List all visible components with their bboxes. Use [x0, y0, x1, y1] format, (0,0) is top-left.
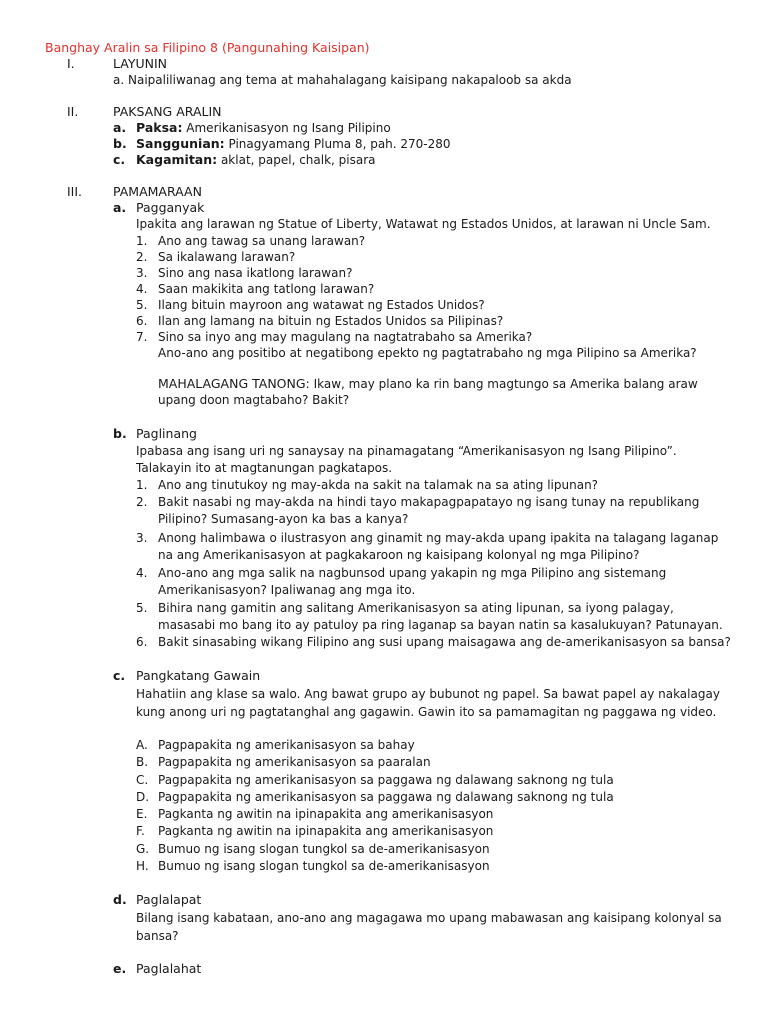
document-title: Banghay Aralin sa Filipino 8 (Pangunahing Kaisipan) [45, 40, 370, 55]
pagganyak-q5-number: 5. [136, 298, 148, 312]
group-f-task: Pagkanta ng awitin na ipinapakita ang amerikanisasyon [158, 824, 494, 838]
group-g-letter: G. [136, 842, 150, 856]
pagganyak-q6: Ilan ang lamang na bituin ng Estados Unidos sa Pilipinas? [158, 314, 504, 328]
paglinang-q4-line1: Ano-ano ang mga salik na nagbunsod upang yakapin ng mga Pilipino ang sistemang [158, 566, 667, 580]
group-a-letter: A. [136, 738, 148, 752]
paksa-label: Paksa: [136, 120, 183, 135]
pagganyak-q2-number: 2. [136, 250, 148, 264]
pagganyak-q3-number: 3. [136, 266, 148, 280]
group-b-letter: B. [136, 755, 149, 769]
paglinang-intro-line2: Talakayin ito at magtanungan pagkatapos. [136, 461, 393, 475]
paglinang-q4-line2: Amerikanisasyon? Ipaliwanag ang mga ito. [158, 583, 416, 597]
sanggunian-letter: b. [113, 136, 127, 151]
sanggunian-row [136, 137, 451, 151]
paglinang-q1: Ano ang tinutukoy ng may-akda na sakit na talamak na sa ating lipunan? [158, 478, 599, 492]
pagganyak-q7-number: 7. [136, 330, 148, 344]
paglalapat-title: Paglalapat [136, 892, 202, 907]
paglinang-q5-line2: masasabi mo bang ito ay patuloy pa ring laganap sa bayan natin sa kasalukuyan? Patunayan. [158, 618, 723, 632]
section-2-number: II. [67, 104, 79, 119]
group-b-task: Pagpapakita ng amerikanisasyon sa paaralan [158, 755, 431, 769]
paglinang-q3-line1: Anong halimbawa o ilustrasyon ang ginamit ng may-akda upang ipakita na talagang laganap [158, 531, 719, 545]
sanggunian-label: Sanggunian: [136, 136, 225, 151]
mahalagang-tanong-text: Ikaw, may plano ka rin bang magtungo sa Amerika balang araw [313, 377, 698, 391]
group-e-letter: E. [136, 807, 148, 821]
group-h-task: Bumuo ng isang slogan tungkol sa de-amerikanisasyon [158, 859, 490, 873]
pagganyak-q1: Ano ang tawag sa unang larawan? [158, 234, 366, 248]
paglinang-q3-line2: na ang Amerikanisasyon at pagkakaroon ng kaisipang kolonyal ng mga Pilipino? [158, 548, 640, 562]
paglinang-q5-line1: Bihira nang gamitin ang salitang Amerikanisasyon sa ating lipunan, sa iyong palagay, [158, 601, 674, 615]
pagganyak-q1-number: 1. [136, 234, 148, 248]
sanggunian-value: Pinagyamang Pluma 8, pah. 270-280 [228, 137, 451, 151]
mahalagang-tanong-continuation: upang doon magtabaho? Bakit? [158, 393, 350, 407]
section-2-heading: PAKSANG ARALIN [113, 104, 222, 119]
pagganyak-q6-number: 6. [136, 314, 148, 328]
paglinang-q5-number: 5. [136, 601, 148, 615]
section-1-heading: LAYUNIN [113, 56, 168, 71]
pagganyak-q4: Saan makikita ang tatlong larawan? [158, 282, 375, 296]
pagganyak-q2: Sa ikalawang larawan? [158, 250, 296, 264]
group-g-task: Bumuo ng isang slogan tungkol sa de-amerikanisasyon [158, 842, 490, 856]
pagganyak-q3: Sino ang nasa ikatlong larawan? [158, 266, 353, 280]
group-d-task: Pagpapakita ng amerikanisasyon sa paggawa ng dalawang saknong ng tula [158, 790, 614, 804]
paglinang-q6: Bakit sinasabing wikang Filipino ang susi upang maisagawa ang de-amerikanisasyon sa bansa? [158, 635, 731, 649]
kagamitan-label: Kagamitan: [136, 152, 218, 167]
group-f-letter: F. [136, 824, 145, 838]
pagganyak-q7: Sino sa inyo ang may magulang na nagtatrabaho sa Amerika? [158, 330, 533, 344]
pangkatang-gawain-intro-line1: Hahatiin ang klase sa walo. Ang bawat grupo ay bubunot ng papel. Sa bawat papel ay nakalagay [136, 687, 720, 701]
pangkatang-gawain-intro-line2: kung anong uri ng pagtatanghal ang gagawin. Gawin ito sa pamamagitan ng paggawa ng video. [136, 705, 717, 719]
pagganyak-q4-number: 4. [136, 282, 148, 296]
section-3-number: III. [67, 184, 83, 199]
paglinang-title: Paglinang [136, 426, 197, 441]
paglalapat-line2: bansa? [136, 929, 179, 943]
paglalapat-letter: d. [113, 892, 127, 907]
paglalahat-letter: e. [113, 961, 127, 976]
group-e-task: Pagkanta ng awitin na ipinapakita ang amerikanisasyon [158, 807, 494, 821]
paglinang-q2-number: 2. [136, 495, 148, 509]
paglinang-q3-number: 3. [136, 531, 148, 545]
paglinang-q1-number: 1. [136, 478, 148, 492]
kagamitan-row [136, 153, 376, 167]
paglinang-q6-number: 6. [136, 635, 148, 649]
group-d-letter: D. [136, 790, 150, 804]
mahalagang-tanong [158, 377, 698, 391]
pagganyak-letter: a. [113, 200, 127, 215]
kagamitan-letter: c. [113, 152, 126, 167]
mahalagang-tanong-label: MAHALAGANG TANONG: [158, 376, 310, 391]
paksa-value: Amerikanisasyon ng Isang Pilipino [186, 121, 391, 135]
paglalahat-title: Paglalahat [136, 961, 202, 976]
section-1-number: I. [67, 56, 75, 71]
pagganyak-intro: Ipakita ang larawan ng Statue of Liberty, Watawat ng Estados Unidos, at larawan ni Uncle Sam. [136, 217, 711, 231]
group-c-letter: C. [136, 773, 149, 787]
group-h-letter: H. [136, 859, 149, 873]
paglinang-q4-number: 4. [136, 566, 148, 580]
kagamitan-value: aklat, papel, chalk, pisara [220, 153, 376, 167]
pagganyak-q7-continuation: Ano-ano ang positibo at negatibong epekto ng pagtatrabaho ng mga Pilipino sa Amerika? [158, 346, 697, 360]
paksa-letter: a. [113, 120, 127, 135]
paglinang-intro-line1: Ipabasa ang isang uri ng sanaysay na pinamagatang “Amerikanisasyon ng Isang Pilipino”. [136, 444, 677, 458]
group-c-task: Pagpapakita ng amerikanisasyon sa paggawa ng dalawang saknong ng tula [158, 773, 614, 787]
group-a-task: Pagpapakita ng amerikanisasyon sa bahay [158, 738, 415, 752]
pagganyak-q5: Ilang bituin mayroon ang watawat ng Estados Unidos? [158, 298, 485, 312]
paglalapat-line1: Bilang isang kabataan, ano-ano ang magagawa mo upang mabawasan ang kaisipang kolonyal sa [136, 911, 722, 925]
section-3-heading: PAMAMARAAN [113, 184, 202, 199]
pangkatang-gawain-letter: c. [113, 668, 126, 683]
paksa-row [136, 121, 391, 135]
pangkatang-gawain-title: Pangkatang Gawain [136, 668, 261, 683]
pagganyak-title: Pagganyak [136, 200, 205, 215]
paglinang-q2-line2: Pilipino? Sumasang-ayon ka bas a kanya? [158, 512, 409, 526]
paglinang-q2-line1: Bakit nasabi ng may-akda na hindi tayo makapagpapatayo ng isang tunay na republikang [158, 495, 700, 509]
section-1-objective: a. Naipaliliwanag ang tema at mahahalagang kaisipang nakapaloob sa akda [113, 73, 572, 87]
paglinang-letter: b. [113, 426, 127, 441]
